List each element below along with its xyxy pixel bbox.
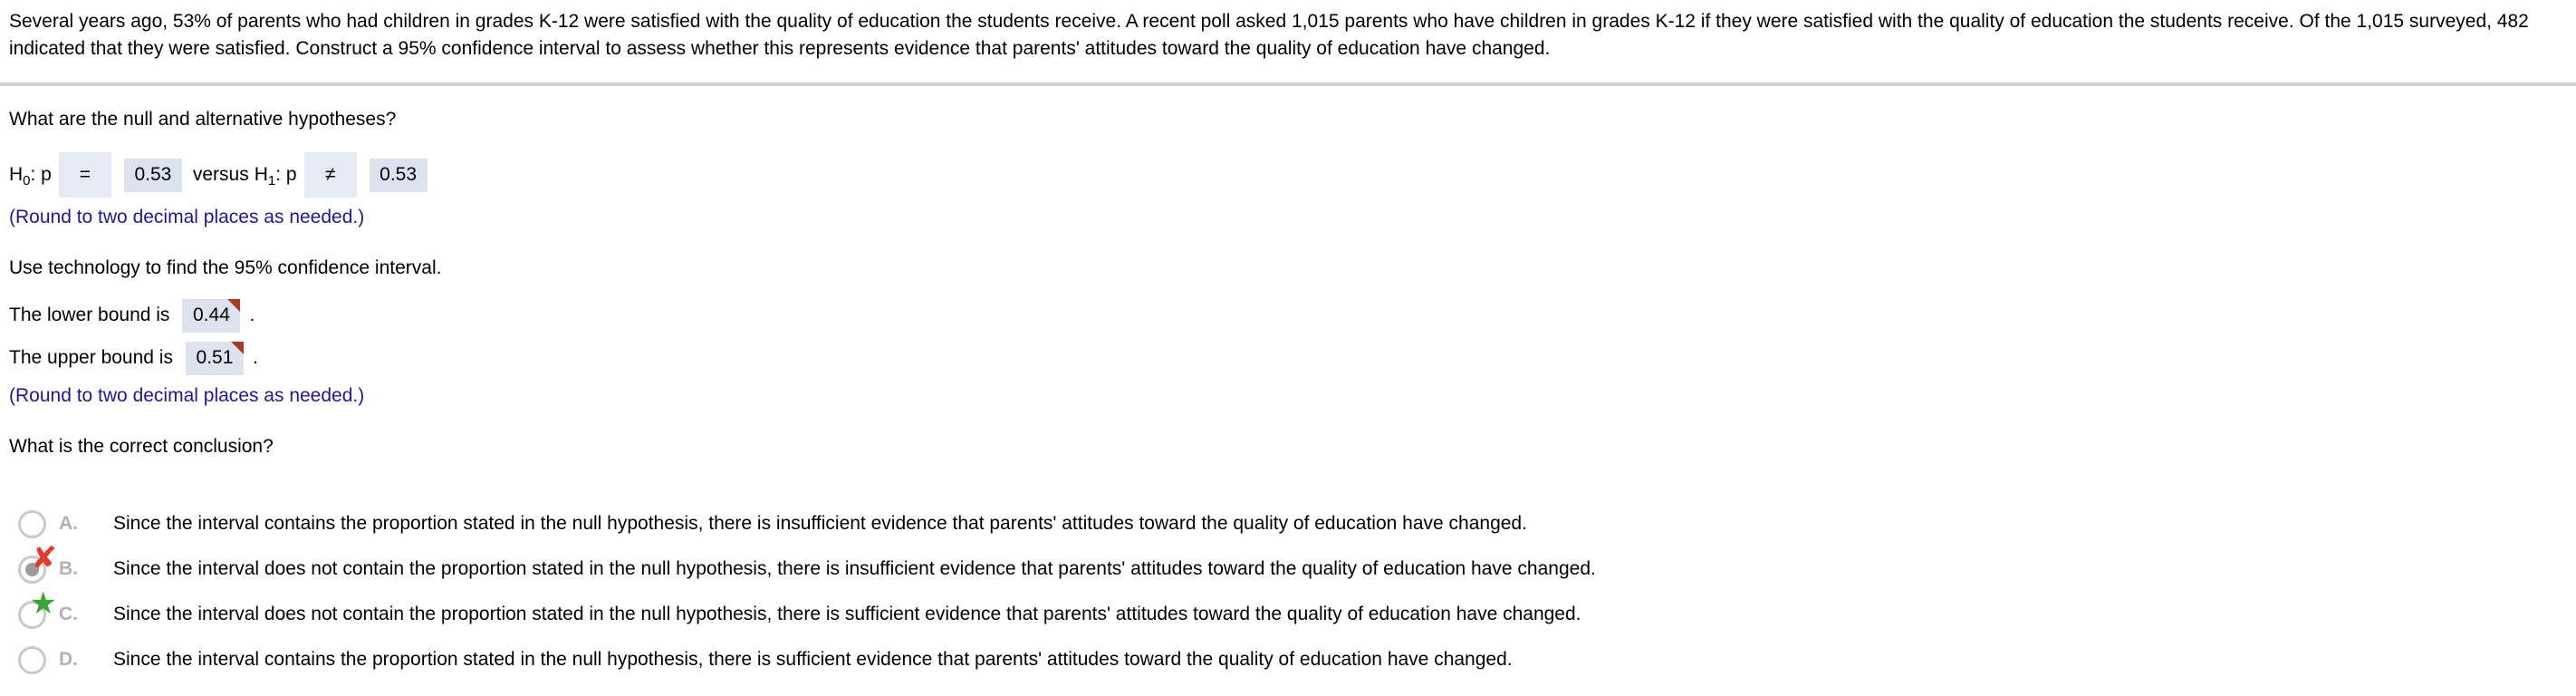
option-a-letter: A. [59, 513, 78, 534]
option-d[interactable] [0, 637, 2576, 682]
radio-b[interactable] [18, 539, 57, 584]
h0-symbol: $H_0$: p [9, 164, 52, 189]
upper-bound-row [9, 341, 2576, 375]
option-c-text: Since the interval does not contain the proportion stated in the null hypothesis, there is sufficient evidence that parents' attitudes toward the quality of education have changed. [113, 604, 1581, 624]
lower-bound-period: . [249, 304, 255, 325]
correct-star-icon: ★ [29, 585, 57, 622]
answer-flag-icon [231, 342, 244, 354]
h1-operator-dropdown[interactable]: ≠ [304, 152, 357, 198]
option-b-letter: B. [59, 558, 78, 579]
hypotheses-question: What are the null and alternative hypotheses? [9, 109, 397, 130]
upper-bound-input[interactable]: 0.51 [186, 342, 244, 375]
option-d-letter: D. [59, 649, 78, 670]
lower-bound-label: The lower bound is [9, 304, 170, 325]
round-note-interval: (Round to two decimal places as needed.) [9, 385, 365, 406]
interval-instruction: Use technology to find the 95% confidence interval. [9, 257, 442, 278]
upper-bound-period: . [252, 347, 258, 368]
option-c-letter: C. [59, 604, 78, 624]
option-c[interactable] [0, 585, 2576, 637]
versus-label: versus [192, 164, 249, 185]
conclusion-options [0, 501, 2576, 682]
upper-bound-label: The upper bound is [9, 347, 173, 368]
h1-value-input[interactable]: 0.53 [370, 159, 428, 192]
option-d-text: Since the interval contains the proportion stated in the null hypothesis, there is sufficient evidence that parents' attitudes toward the quality of education have changed. [113, 649, 1513, 670]
lower-bound-input[interactable]: 0.44 [182, 299, 240, 333]
option-b-text: Since the interval does not contain the proportion stated in the null hypothesis, there is insufficient evidence that parents' attitudes toward the quality of education have changed. [113, 558, 1596, 579]
incorrect-x-icon: ✘ [31, 539, 57, 576]
lower-bound-row [9, 298, 2576, 333]
h0-operator-dropdown[interactable]: = [59, 152, 111, 198]
option-a[interactable] [0, 501, 2576, 546]
option-a-text: Since the interval contains the proportion stated in the null hypothesis, there is insufficient evidence that parents' attitudes toward the quality of education have changed. [113, 513, 1527, 534]
hypotheses-row [9, 151, 2576, 198]
section-divider [0, 82, 2576, 86]
radio-d[interactable] [18, 646, 46, 674]
h1-symbol: $H_1$: p [254, 164, 297, 189]
round-note-hypotheses: (Round to two decimal places as needed.) [9, 207, 365, 227]
conclusion-question: What is the correct conclusion? [9, 436, 274, 457]
radio-a[interactable] [18, 510, 46, 538]
h0-value-input[interactable]: 0.53 [124, 159, 182, 192]
option-b[interactable] [0, 539, 2576, 592]
answer-flag-icon [227, 299, 240, 312]
radio-c[interactable] [18, 585, 57, 629]
problem-statement: Several years ago, 53% of parents who had children in grades K-12 were satisfied with the quality of education the students receive. A recent poll asked 1,015 parents who have children in grades K-12 if they were satisfied with the quality of education the students receive. Of the 1,015 surveyed, 482 indicated that they were satisfied. Construct a 95% confidence interval to assess whether this represents evidence that parents' attitudes toward the quality of education have changed. [9, 11, 2529, 59]
